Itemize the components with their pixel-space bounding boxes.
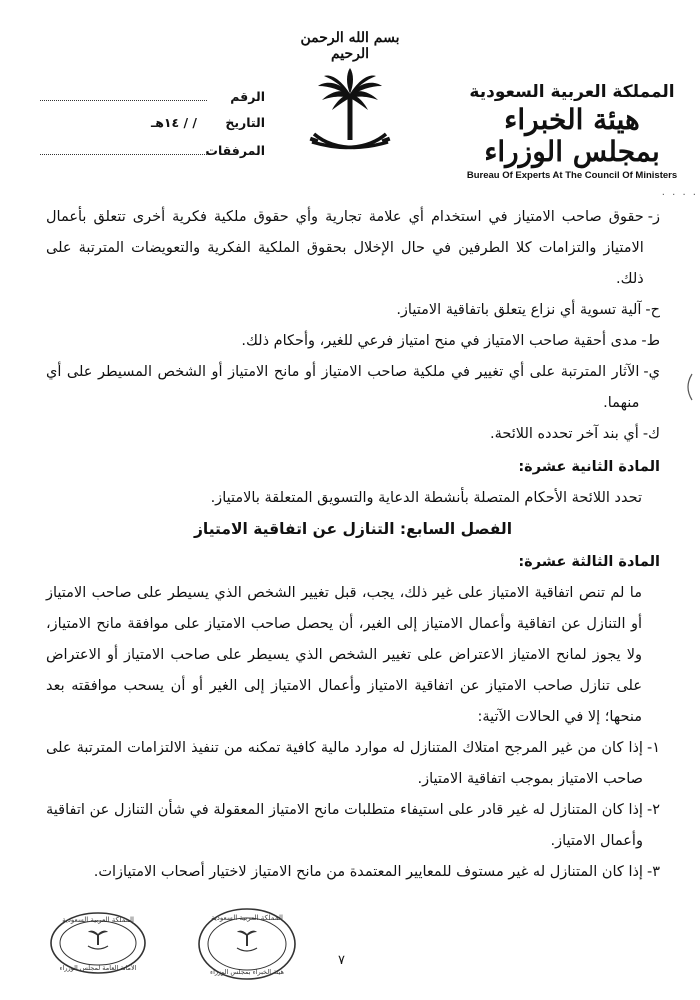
margin-dots: · · · · — [661, 190, 698, 201]
bureau-name-english: Bureau Of Experts At The Council Of Ministers — [466, 170, 678, 182]
list-item-y — [46, 357, 660, 419]
list-item-k — [46, 419, 660, 450]
seal-left-bottom-text: الأمانة العامة لمجلس الوزراء — [59, 964, 137, 972]
item-text: حقوق صاحب الامتياز في استخدام أي علامة تجارية وأي حقوق ملكية فكرية أخرى تتعلق بأعمال الامتياز والتزامات كلا الطرفين في حال الإخلال بحقوق الملكية الفكرية والتعويضات المترتبة على ذلك. — [46, 209, 644, 287]
item-text: مدى أحقية صاحب الامتياز في منح امتياز فرعي للغير، وأحكام ذلك. — [241, 333, 638, 349]
seal-left-top-text: المملكة العربية السعودية — [62, 916, 134, 924]
article-13-heading: المادة الثالثة عشرة: — [518, 554, 660, 570]
case-text: إذا كان المتنازل له غير قادر على استيفاء متطلبات مانح الامتياز المعقولة في شأن التنازل عن اتفاقية وأعمال الامتياز. — [46, 802, 643, 849]
item-marker: ز- — [647, 209, 660, 225]
list-item-z — [46, 202, 660, 295]
kingdom-name: المملكة العربية السعودية — [469, 82, 675, 102]
list-item-h — [46, 295, 660, 326]
case-item-1 — [46, 733, 660, 795]
case-marker: ٢- — [646, 802, 660, 818]
document-body — [46, 202, 660, 888]
article-12-heading: المادة الثانية عشرة: — [518, 459, 660, 475]
seal-right-bottom-text: هيئة الخبراء بمجلس الوزراء — [210, 968, 284, 976]
chapter-7-heading: الفصل السابع: التنازل عن اتفاقية الامتياز — [193, 520, 513, 538]
item-marker: ك- — [642, 426, 660, 442]
item-marker: ي- — [643, 364, 660, 380]
item-marker: ح- — [645, 302, 660, 318]
item-text: آلية تسوية أي نزاع يتعلق باتفاقية الامتياز. — [396, 302, 642, 318]
item-text: أي بند آخر تحدده اللائحة. — [490, 426, 639, 442]
list-item-t — [46, 326, 660, 357]
date-label: التاريخ — [225, 115, 265, 130]
round-official-seal-icon — [196, 906, 298, 982]
letterhead-meta-block — [40, 88, 265, 169]
case-item-3 — [46, 857, 660, 888]
article-13-text: ما لم تنص اتفاقية الامتياز على غير ذلك، يجب، قبل تغيير الشخص الذي يسيطر على صاحب الامتياز أو التنازل عن اتفاقية وأعمال الامتياز إلى الغير، أن يحصل صاحب الامتياز على موافقة مانح الامتياز، ولا يجوز لمانح الامتياز الاعتراض على تغيير الشخص الذي يسيطر على صاحب الامتياز أو الاعتراض على تنازل صاحب الامتياز عن اتفاقية الامتياز وأعمال الامتياز إلى الغير أو أن يسحب موافقته بعد منحها؛ إلا في الحالات الآتية: — [46, 585, 642, 725]
number-label: الرقم — [230, 89, 265, 104]
case-marker: ٣- — [646, 864, 660, 880]
case-item-2 — [46, 795, 660, 857]
case-marker: ١- — [646, 740, 660, 756]
letterhead-bureau-block — [456, 82, 688, 181]
bureau-name: هيئة الخبراء بمجلس الوزراء — [484, 103, 660, 169]
meta-number-row — [40, 88, 265, 115]
meta-attachments-row — [40, 142, 265, 169]
attachments-label: المرفقات — [205, 143, 265, 158]
page-number: ٧ — [338, 953, 345, 968]
date-value: / / ١٤هـ — [150, 115, 197, 130]
meta-date-row — [40, 115, 265, 142]
item-marker: ط- — [641, 333, 660, 349]
basmala: بسم الله الرحمن الرحيم — [300, 30, 400, 62]
palm-and-swords-icon — [300, 64, 400, 164]
margin-bracket-icon — [682, 372, 696, 402]
case-text: إذا كان من غير المرجح امتلاك المتنازل له موارد مالية كافية تمكنه من تنفيذ الالتزامات المترتبة على صاحب الامتياز بموجب اتفاقية الامتياز. — [46, 740, 643, 787]
item-text: الآثار المترتبة على أي تغيير في ملكية صاحب الامتياز أو مانح الامتياز أو الشخص المسيطر على أي منهما. — [46, 364, 640, 411]
round-official-seal-icon — [48, 910, 148, 976]
attachments-fill-line — [40, 142, 207, 155]
number-fill-line — [40, 88, 207, 101]
case-text: إذا كان المتنازل له غير مستوف للمعايير المعتمدة من مانح الامتياز لاختيار أصحاب الامتيازات. — [93, 864, 643, 880]
seal-right-top-text: المملكة العربية السعودية — [211, 914, 283, 922]
article-12-text: تحدد اللائحة الأحكام المتصلة بأنشطة الدعاية والتسويق المتعلقة بالامتياز. — [210, 490, 642, 506]
letterhead-emblem-block — [290, 30, 410, 164]
